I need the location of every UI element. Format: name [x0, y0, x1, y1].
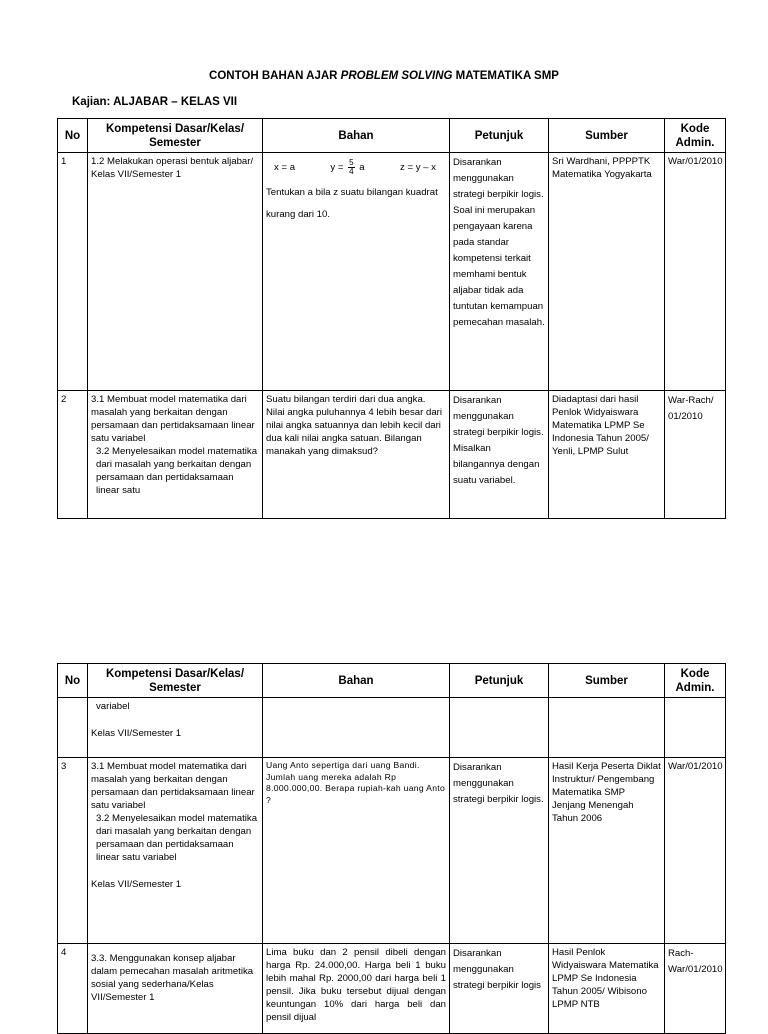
cell-kompetensi	[88, 758, 263, 944]
cell-no: 3	[58, 758, 88, 944]
cell-bahan: Lima buku dan 2 pensil dibeli dengan harga Rp. 24.000,00. Harga beli 1 buku lebih mahal Rp. 2000,00 dari harga beli 1 pensil. Jika buku tersebut dijual dengan keuntungan 10% dari harga beli dan pensil dijual	[263, 944, 450, 1034]
header-kompetensi: Kompetensi Dasar/Kelas/ Semester	[88, 664, 263, 698]
cell-sumber: Sri Wardhani, PPPPTK Matematika Yogyakarta	[549, 153, 665, 391]
header-no: No	[58, 664, 88, 698]
table-row	[58, 391, 726, 519]
formula	[266, 155, 446, 182]
fraction	[348, 159, 354, 176]
kompetensi-continued: variabel	[96, 701, 130, 712]
cell-kode: War/01/2010	[665, 758, 726, 944]
cell-no: 2	[58, 391, 88, 519]
cell-no: 1	[58, 153, 88, 391]
title-italic-text: PROBLEM SOLVING	[340, 70, 453, 82]
cell-sumber: Diadaptasi dari hasil Penlok Widyaiswara Matematika LPMP Se Indonesia Tahun 2005/ Yenli, LPMP Sulut	[549, 391, 665, 519]
table-row	[58, 153, 726, 391]
header-kode: Kode Admin.	[665, 119, 726, 153]
cell-sumber: Hasil Penlok Widyaiswara Matematika LPMP Se Indonesia Tahun 2005/ Wibisono LPMP NTB	[549, 944, 665, 1034]
kompetensi-3-1: 3.1 Membuat model matematika dari masalah yang berkaitan dengan persamaan dan pertidaksamaan linear satu variabel	[91, 394, 255, 444]
spacer	[91, 864, 259, 878]
header-petunjuk: Petunjuk	[450, 664, 549, 698]
cell-kompetensi: 3.3. Menggunakan konsep aljabar dalam pemecahan masalah aritmetika sosial yang sederhana/Kelas VII/Semester 1	[88, 944, 263, 1034]
spacer	[91, 713, 259, 727]
header-no: No	[58, 119, 88, 153]
table-row	[58, 758, 726, 944]
document-title	[0, 70, 768, 82]
cell-kompetensi	[88, 698, 263, 758]
header-bahan: Bahan	[263, 664, 450, 698]
formula-x: x = a	[274, 162, 296, 173]
cell-kode: War/01/2010	[665, 153, 726, 391]
cell-petunjuk: Disarankan menggunakan strategi berpikir logis.	[450, 758, 549, 944]
kelas-semester: Kelas VII/Semester 1	[91, 728, 182, 739]
cell-petunjuk	[450, 698, 549, 758]
table-row-continued	[58, 698, 726, 758]
cell-bahan: Suatu bilangan terdiri dari dua angka. Nilai angka puluhannya 4 lebih besar dari nilai angka satuannya dan lebih kecil dari dua kali nilai angka satuan. Bilangan manakah yang dimaksud?	[263, 391, 450, 519]
formula-y-prefix: y =	[330, 162, 344, 174]
header-sumber: Sumber	[549, 119, 665, 153]
table-page-1	[57, 118, 726, 519]
header-sumber: Sumber	[549, 664, 665, 698]
formula-z: z = y – x	[399, 162, 436, 173]
cell-kompetensi	[88, 391, 263, 519]
cell-kode: War-Rach/ 01/2010	[665, 391, 726, 519]
table-page-2	[57, 663, 726, 1034]
table-header-row	[58, 664, 726, 698]
cell-kompetensi: 1.2 Melakukan operasi bentuk aljabar/ Kelas VII/Semester 1	[88, 153, 263, 391]
fraction-numerator: 5	[349, 158, 354, 167]
table-header-row	[58, 119, 726, 153]
cell-kode: Rach-War/01/2010	[665, 944, 726, 1034]
header-petunjuk: Petunjuk	[450, 119, 549, 153]
cell-sumber	[549, 698, 665, 758]
header-kompetensi: Kompetensi Dasar/Kelas/ Semester	[88, 119, 263, 153]
cell-petunjuk: Disarankan menggunakan strategi berpikir logis. Soal ini merupakan pengayaan karena pada standar kompetensi terkait memhami bentuk aljabar tidak ada tuntutan kemampuan pemecahan masalah.	[450, 153, 549, 391]
cell-bahan: Uang Anto sepertiga dari uang Bandi. Jumlah uang mereka adalah Rp 8.000.000,00. Berapa rupiah-kah uang Anto ?	[263, 758, 450, 944]
cell-bahan	[263, 153, 450, 391]
header-kode: Kode Admin.	[665, 664, 726, 698]
cell-no: 4	[58, 944, 88, 1034]
kompetensi-3-1: 3.1 Membuat model matematika dari masalah yang berkaitan dengan persamaan dan pertidaksamaan linear satu variabel	[91, 761, 255, 811]
document-subtitle: Kajian: ALJABAR – KELAS VII	[72, 96, 238, 108]
table-row	[58, 944, 726, 1034]
title-text-end: MATEMATIKA SMP	[452, 70, 559, 82]
cell-bahan	[263, 698, 450, 758]
cell-petunjuk: Disarankan menggunakan strategi berpikir logis. Misalkan bilangannya dengan suatu variabel.	[450, 391, 549, 519]
bahan-text: Tentukan a bila z suatu bilangan kuadrat kurang dari 10.	[266, 187, 438, 220]
cell-kode	[665, 698, 726, 758]
formula-y	[330, 159, 364, 176]
kompetensi-3-2: 3.2 Menyelesaikan model matematika dari masalah yang berkaitan dengan persamaan dan pertidaksamaan linear satu	[96, 446, 258, 496]
cell-no	[58, 698, 88, 758]
header-bahan: Bahan	[263, 119, 450, 153]
cell-sumber: Hasil Kerja Peserta Diklat Instruktur/ Pengembang Matematika SMP Jenjang Menengah Tahun 2006	[549, 758, 665, 944]
kelas-semester: Kelas VII/Semester 1	[91, 879, 182, 890]
cell-petunjuk: Disarankan menggunakan strategi berpikir logis	[450, 944, 549, 1034]
title-text: CONTOH BAHAN AJAR	[209, 70, 341, 82]
kompetensi-3-2: 3.2 Menyelesaikan model matematika dari masalah yang berkaitan dengan persamaan dan pertidaksamaan linear satu variabel	[96, 813, 258, 863]
formula-y-suffix: a	[359, 162, 365, 174]
fraction-denominator: 4	[349, 167, 354, 176]
